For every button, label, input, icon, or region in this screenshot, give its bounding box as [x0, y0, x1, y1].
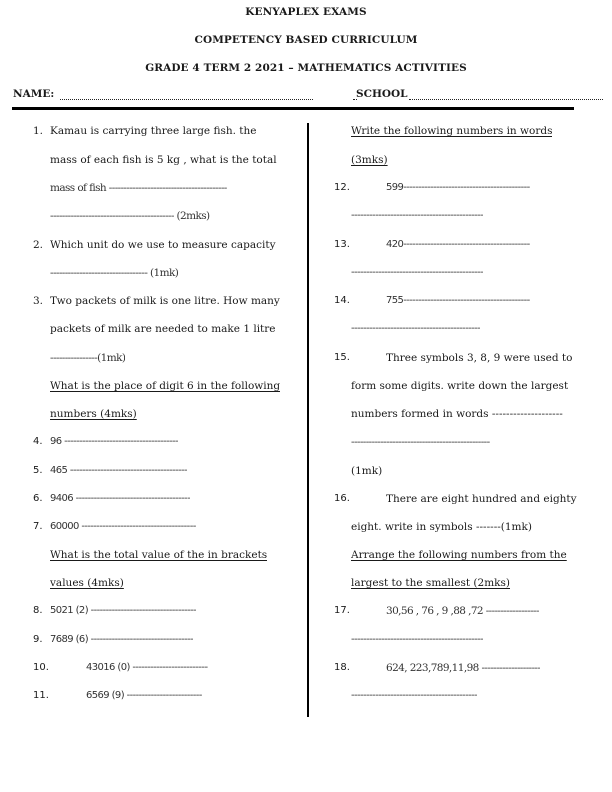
question-number: 2.	[33, 239, 44, 251]
answer-line[interactable]: ------------------------------------------ (2mks)	[50, 210, 210, 222]
question-text: Kamau is carrying three large fish. the	[50, 125, 257, 137]
answer-line[interactable]: 6569 (9) -------------------------	[86, 690, 202, 701]
answer-line[interactable]: 420------------------------------------------	[386, 239, 530, 250]
question-number: 6.	[33, 493, 43, 504]
question-number: 3.	[33, 295, 44, 307]
answer-line[interactable]: 465 ---------------------------------------	[50, 465, 188, 476]
question-text: mass of each fish is 5 kg , what is the total	[50, 154, 277, 166]
school-label: SCHOOL	[356, 88, 408, 100]
answer-line[interactable]: ----------------(1mk)	[50, 352, 126, 364]
question-text: eight. write in symbols -------(1mk)	[351, 521, 532, 533]
header-rule	[12, 107, 574, 110]
column-divider	[307, 123, 309, 717]
section-heading: largest to the smallest (2mks)	[351, 577, 510, 589]
answer-line[interactable]: 43016 (0) -------------------------	[86, 662, 208, 673]
question-number: 17.	[334, 605, 350, 616]
question-text: Two packets of milk is one litre. How many	[50, 295, 280, 307]
question-text: packets of milk are needed to make 1 litre	[50, 323, 276, 335]
answer-line[interactable]: ------------------------------------------	[351, 690, 478, 701]
answer-line[interactable]: --------------------------------------------	[351, 634, 484, 645]
section-heading: Arrange the following numbers from the	[351, 549, 567, 561]
section-heading: numbers (4mks)	[50, 408, 137, 420]
question-text: Three symbols 3, 8, 9 were used to	[386, 352, 573, 364]
name-field[interactable]	[60, 99, 313, 100]
answer-line[interactable]: --------------------------------- (1mk)	[50, 267, 179, 279]
answer-line[interactable]: 599------------------------------------------	[386, 182, 530, 193]
question-number: 15.	[334, 352, 350, 363]
question-number: 18.	[334, 662, 350, 673]
question-number: 4.	[33, 436, 43, 447]
question-number: 9.	[33, 634, 43, 645]
question-number: 7.	[33, 521, 43, 532]
answer-line[interactable]: -----------------------------------------------	[351, 436, 490, 448]
question-number: 13.	[334, 239, 350, 250]
exam-title: GRADE 4 TERM 2 2021 – MATHEMATICS ACTIVITIES	[145, 62, 467, 74]
school-field[interactable]	[409, 99, 603, 100]
question-number: 8.	[33, 605, 43, 616]
answer-line[interactable]: --------------------------------------------	[351, 267, 484, 278]
section-heading: (3mks)	[351, 154, 388, 166]
name-label: NAME:	[13, 88, 55, 100]
question-text: Which unit do we use to measure capacity	[50, 239, 276, 251]
answer-line[interactable]: 5021 (2) -----------------------------------	[50, 605, 196, 616]
answer-line[interactable]: 9406 --------------------------------------	[50, 493, 190, 504]
question-number: 16.	[334, 493, 350, 504]
exam-provider-title: KENYAPLEX EXAMS	[245, 6, 367, 18]
section-heading: values (4mks)	[50, 577, 124, 589]
answer-line[interactable]: 96 --------------------------------------	[50, 436, 179, 447]
question-number: 5.	[33, 465, 43, 476]
answer-line[interactable]: 30,56 , 76 , 9 ,88 ,72 ------------------	[386, 605, 539, 617]
section-heading: What is the place of digit 6 in the following	[50, 380, 281, 392]
question-number: 12.	[334, 182, 350, 193]
question-number: 11.	[33, 690, 49, 701]
curriculum-title: COMPETENCY BASED CURRICULUM	[194, 34, 418, 46]
section-heading: Write the following numbers in words	[351, 125, 553, 137]
answer-line[interactable]: 60000 --------------------------------------	[50, 521, 196, 532]
answer-line[interactable]: --------------------------------------------	[351, 210, 484, 221]
answer-line[interactable]: mass of fish ----------------------------------------	[50, 182, 227, 194]
name-school-row	[13, 88, 593, 104]
answer-line[interactable]: 755------------------------------------------	[386, 295, 530, 306]
question-number: 1.	[33, 125, 44, 137]
question-text: numbers formed in words --------------------	[351, 408, 563, 420]
section-heading: What is the total value of the in brackets	[50, 549, 268, 561]
answer-line[interactable]: 7689 (6) ----------------------------------	[50, 634, 193, 645]
question-text: form some digits. write down the largest	[351, 380, 569, 392]
answer-line[interactable]: 624, 223,789,11,98 --------------------	[386, 662, 541, 674]
question-number: 10.	[33, 662, 49, 673]
marks-label: (1mk)	[351, 465, 383, 477]
question-number: 14.	[334, 295, 350, 306]
answer-line[interactable]: -------------------------------------------	[351, 323, 481, 334]
question-text: There are eight hundred and eighty	[386, 493, 577, 505]
